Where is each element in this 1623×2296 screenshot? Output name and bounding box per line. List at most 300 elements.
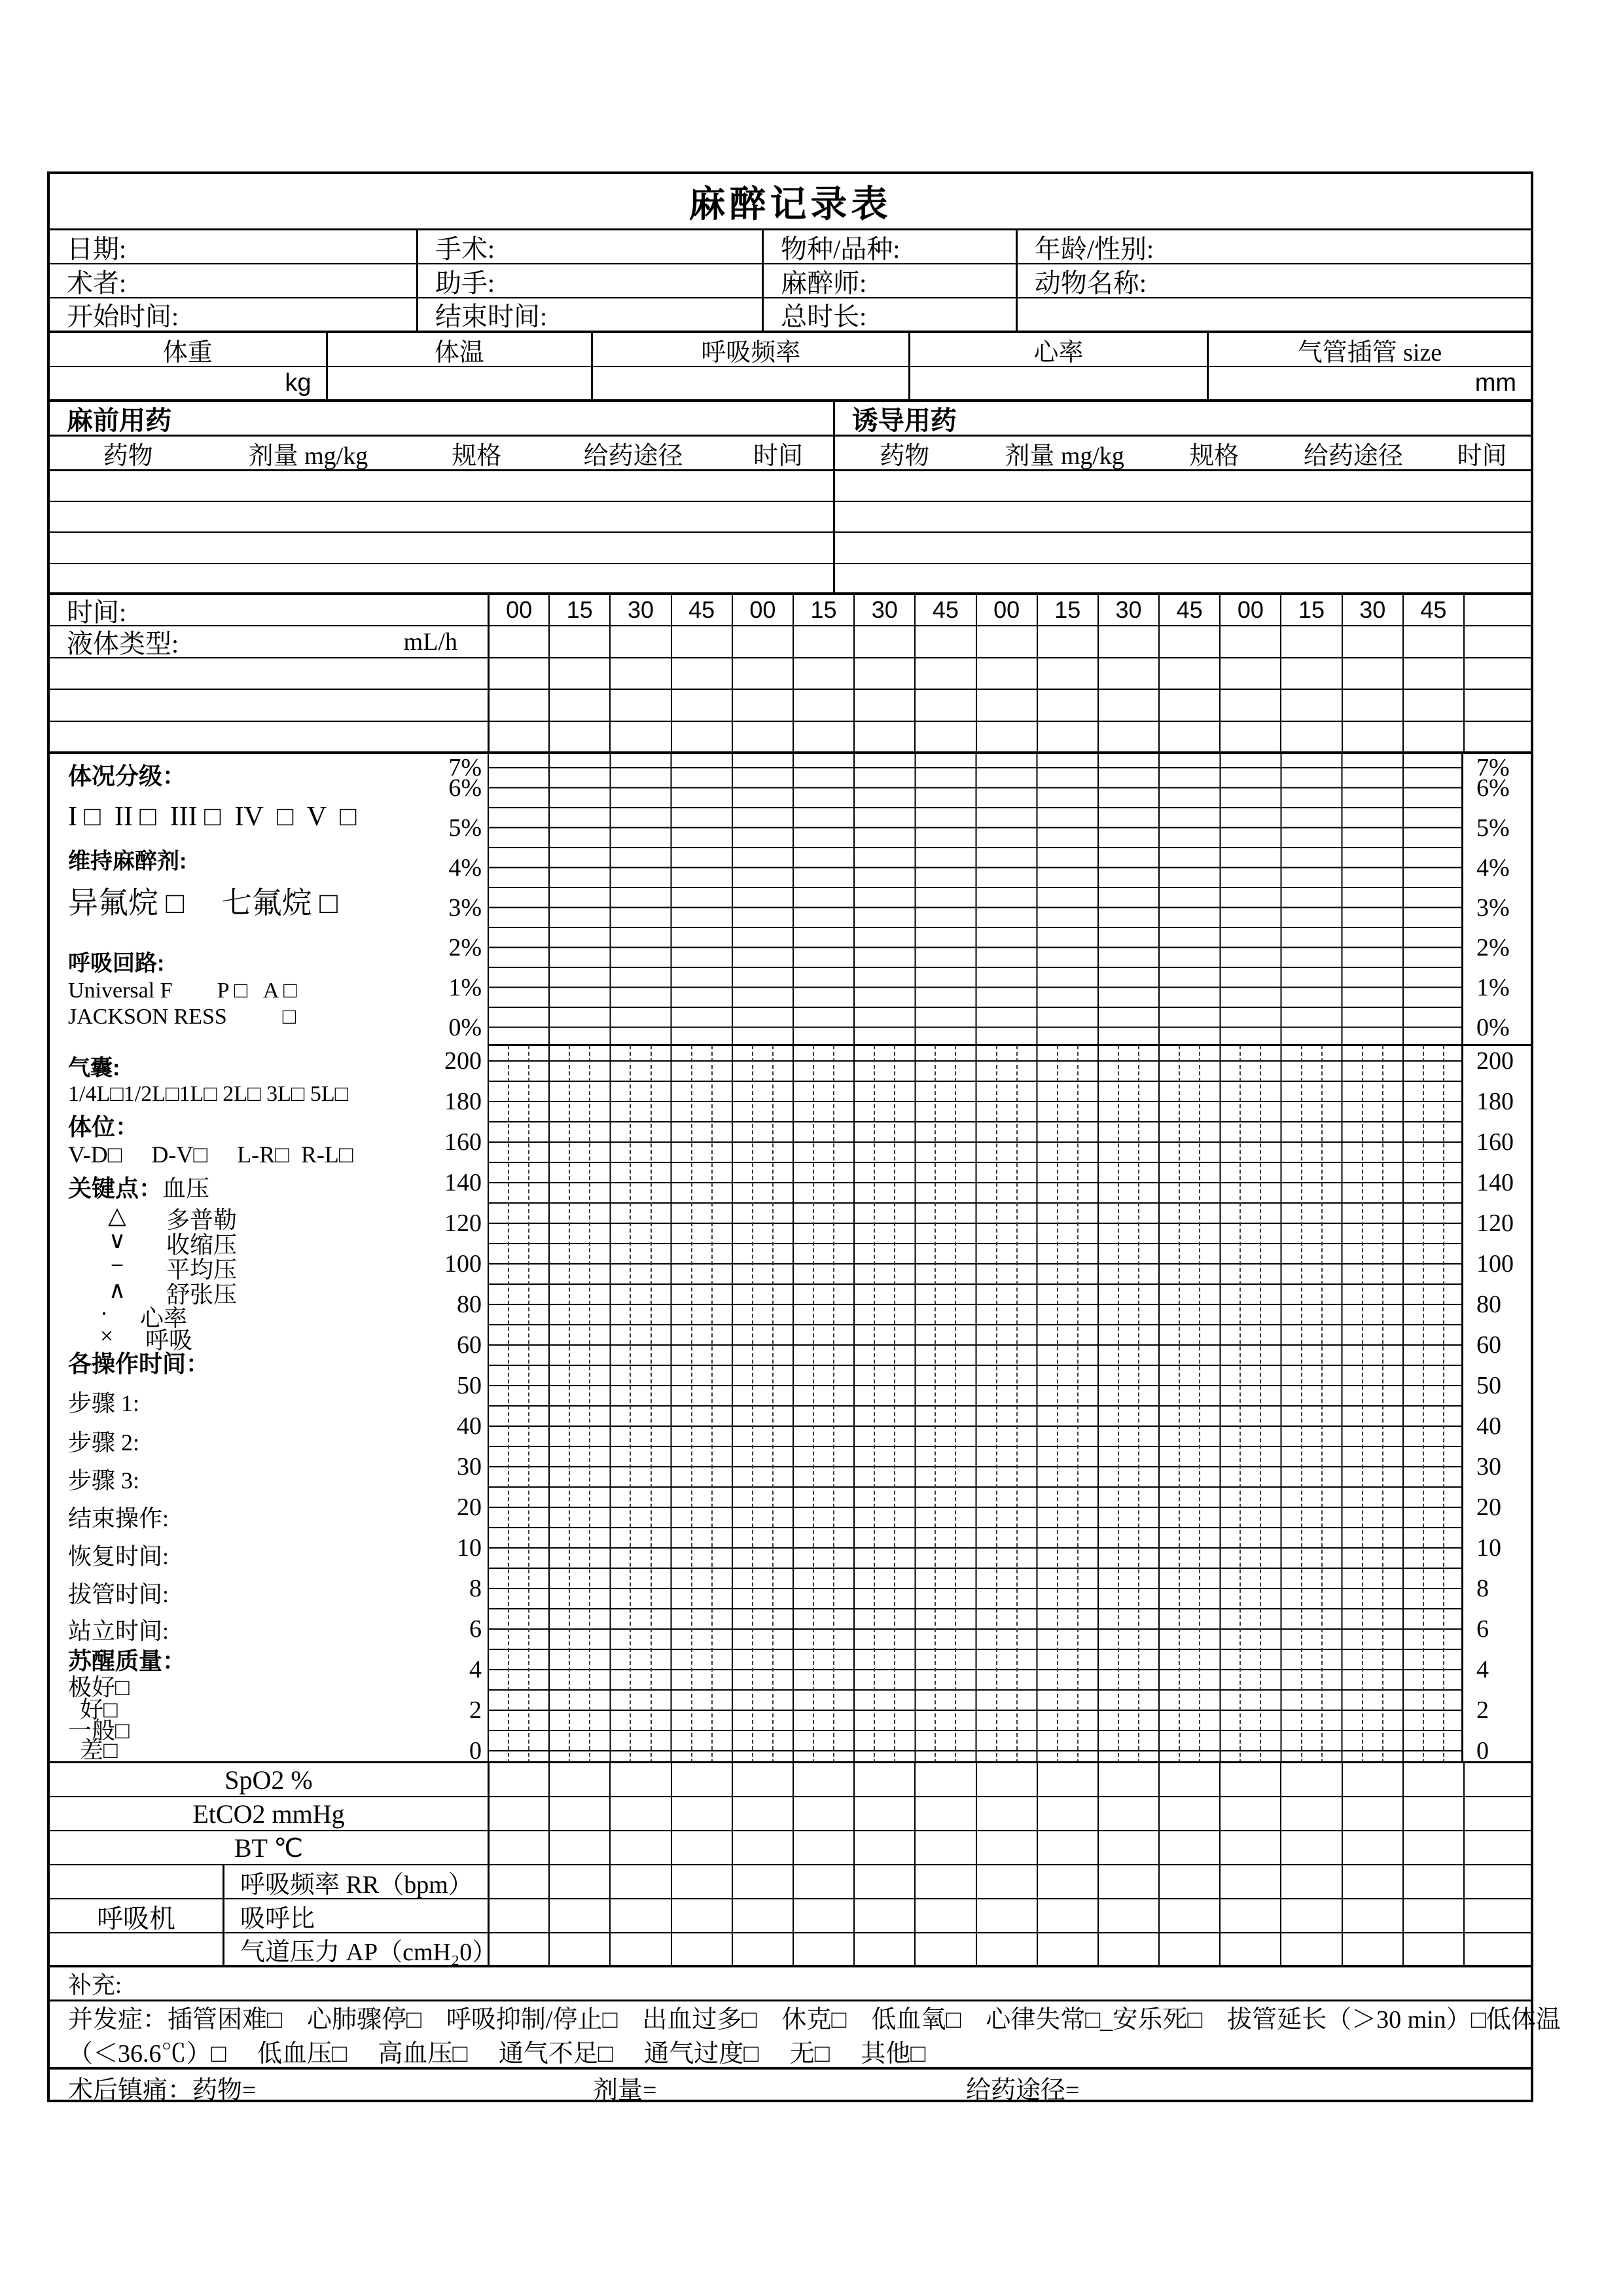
- vitals-chart-gridlines: [488, 1060, 1463, 1753]
- grid-cell[interactable]: [914, 1933, 975, 1965]
- dashed-gridline: [1118, 1045, 1119, 1763]
- fluid-label: [50, 626, 488, 657]
- anesthetist-field[interactable]: 麻醉师:: [762, 264, 1016, 297]
- grid-cell[interactable]: [1219, 1831, 1280, 1864]
- etco2-label: EtCO2 mmHg: [192, 1799, 345, 1829]
- grid-cell[interactable]: [853, 1865, 914, 1898]
- fluid-extra-row[interactable]: [50, 690, 1531, 722]
- grid-cell[interactable]: [548, 690, 609, 721]
- grid-cell[interactable]: [548, 1933, 609, 1965]
- grid-cell[interactable]: [1342, 1865, 1402, 1898]
- quality-label: 苏醒质量：: [68, 1647, 187, 1674]
- grid-cell[interactable]: [671, 1797, 732, 1830]
- grid-cell[interactable]: [1097, 1797, 1158, 1830]
- scale-label-right: 30: [1476, 1453, 1501, 1480]
- grid-cell[interactable]: [1463, 1797, 1531, 1830]
- ett-unit[interactable]: mm: [1207, 367, 1531, 399]
- weight-header: 体重: [162, 338, 213, 367]
- postop-drug-field[interactable]: 术后镇痛：药物=: [68, 2076, 257, 2104]
- grid-cell[interactable]: [853, 658, 914, 689]
- maintenance-label: 维持麻醉剂:: [68, 849, 187, 874]
- grid-cell[interactable]: [1158, 690, 1219, 721]
- scale-label-left: 140: [444, 1169, 482, 1196]
- chart-zone: [50, 754, 1531, 1763]
- grid-cell[interactable]: [1280, 1831, 1341, 1864]
- grid-cell[interactable]: [1402, 722, 1463, 751]
- grid-cell[interactable]: [488, 690, 548, 721]
- chevron-up-icon: ∧: [108, 1277, 126, 1303]
- time-ticks[interactable]: [488, 595, 1531, 625]
- circuit-jackson-rees[interactable]: JACKSON RESS □: [68, 1005, 296, 1029]
- grid-cell[interactable]: [1037, 690, 1097, 721]
- legend-mean: − 平均压: [68, 1251, 237, 1285]
- vent-ap-cells[interactable]: [488, 1933, 1531, 1965]
- grid-cell[interactable]: [1158, 1831, 1219, 1864]
- grid-cell[interactable]: [976, 722, 1037, 751]
- grid-cell[interactable]: [1037, 1797, 1097, 1830]
- animal-name-field[interactable]: 动物名称:: [1016, 264, 1531, 297]
- fluid-extra-row[interactable]: [50, 722, 1531, 754]
- col-route: 给药途径: [1303, 442, 1403, 470]
- temperature-value-cell[interactable]: [326, 367, 592, 399]
- grid-cell[interactable]: [1342, 1933, 1402, 1965]
- time-tick-cell[interactable]: 00: [976, 595, 1037, 625]
- grid-cell[interactable]: [793, 690, 853, 721]
- grid-cell[interactable]: [1280, 626, 1341, 657]
- scale-label-left: 0%: [448, 1013, 482, 1041]
- dashed-gridline: [691, 1045, 692, 1763]
- time-tick-cell[interactable]: 15: [1037, 595, 1097, 625]
- grid-cell[interactable]: [609, 722, 670, 751]
- grid-cell[interactable]: [488, 1763, 548, 1796]
- grid-cell[interactable]: [1219, 1933, 1280, 1965]
- grid-cell[interactable]: [1402, 1831, 1463, 1864]
- drug-subheader-row: [50, 437, 1531, 471]
- time-tick-cell[interactable]: 00: [488, 595, 548, 625]
- grid-cell[interactable]: [1463, 1899, 1531, 1932]
- scale-label-left: 60: [457, 1331, 482, 1359]
- grid-cell[interactable]: [1342, 690, 1402, 721]
- postop-dose-field[interactable]: 剂量=: [593, 2076, 657, 2104]
- grid-cell[interactable]: [548, 1831, 609, 1864]
- grid-cell[interactable]: [1402, 1933, 1463, 1965]
- grid-cell[interactable]: [1158, 722, 1219, 751]
- grid-cell[interactable]: [1463, 690, 1531, 721]
- time-tick-cell[interactable]: 00: [732, 595, 793, 625]
- grid-cell[interactable]: [732, 1797, 793, 1830]
- grid-cell[interactable]: [1097, 722, 1158, 751]
- grid-cell[interactable]: [548, 722, 609, 751]
- grid-cell[interactable]: [732, 626, 793, 657]
- step2-field[interactable]: 步骤 2:: [68, 1429, 140, 1456]
- chevron-down-icon: ∨: [108, 1227, 126, 1253]
- grid-cell[interactable]: [671, 1865, 732, 1898]
- grid-cell[interactable]: [793, 1933, 853, 1965]
- grid-cell[interactable]: [732, 1831, 793, 1864]
- drug-row[interactable]: [50, 533, 1531, 564]
- time-tick-cell[interactable]: 15: [548, 595, 609, 625]
- grid-cell[interactable]: [793, 722, 853, 751]
- drug-row[interactable]: [50, 502, 1531, 533]
- complications-line2[interactable]: （＜36.6℃）□ 低血压□ 高血压□ 通气不足□ 通气过度□ 无□ 其他□: [68, 2040, 926, 2068]
- dashed-gridline: [1057, 1045, 1058, 1763]
- age-sex-field[interactable]: 年龄/性别:: [1016, 230, 1531, 263]
- grid-cell[interactable]: [609, 1797, 670, 1830]
- fluid-cells[interactable]: [488, 626, 1531, 657]
- dashed-gridline: [752, 1045, 753, 1763]
- dashed-gridline: [1260, 1045, 1261, 1763]
- time-tick-cell[interactable]: 30: [1342, 595, 1402, 625]
- grid-cell[interactable]: [793, 1865, 853, 1898]
- grid-cell[interactable]: [793, 1763, 853, 1796]
- grid-cell[interactable]: [732, 1865, 793, 1898]
- grid-cell[interactable]: [732, 690, 793, 721]
- grid-cell[interactable]: [793, 1797, 853, 1830]
- quality-fair-checkbox[interactable]: 一般□: [68, 1717, 130, 1744]
- grid-cell[interactable]: [1097, 690, 1158, 721]
- grid-cell[interactable]: [1219, 658, 1280, 689]
- grid-cell[interactable]: [1037, 722, 1097, 751]
- grid-cell[interactable]: [1342, 1899, 1402, 1932]
- triangle-icon: △: [108, 1202, 126, 1229]
- grid-cell[interactable]: [671, 1831, 732, 1864]
- grid-cell[interactable]: [548, 1763, 609, 1796]
- grid-cell[interactable]: [732, 1763, 793, 1796]
- start-time-field[interactable]: 开始时间:: [67, 302, 179, 331]
- dashed-gridline: [1423, 1045, 1424, 1763]
- info-row-2: [50, 264, 1531, 298]
- step3-field[interactable]: 步骤 3:: [68, 1467, 140, 1494]
- grid-cell[interactable]: [1158, 1797, 1219, 1830]
- grid-cell[interactable]: [1219, 722, 1280, 751]
- time-tick-cell[interactable]: 00: [1219, 595, 1280, 625]
- fluid-type-label[interactable]: 液体类型:: [67, 629, 179, 658]
- dashed-gridline: [874, 1045, 875, 1763]
- grid-cell[interactable]: [488, 1865, 548, 1898]
- bt-cells[interactable]: [488, 1831, 1531, 1864]
- grid-cell[interactable]: [976, 1933, 1037, 1965]
- grid-cell[interactable]: [548, 1899, 609, 1932]
- dashed-gridline: [1138, 1045, 1139, 1763]
- grid-cell[interactable]: [1158, 658, 1219, 689]
- dashed-gridline: [711, 1045, 713, 1763]
- grid-cell[interactable]: [1280, 1899, 1341, 1932]
- grid-cell[interactable]: [1219, 690, 1280, 721]
- vent-ratio-label: 吸呼比: [240, 1905, 315, 1933]
- recovery-time-field[interactable]: 恢复时间:: [68, 1543, 169, 1570]
- grid-cell[interactable]: [1158, 1763, 1219, 1796]
- grid-cell[interactable]: [1342, 1797, 1402, 1830]
- grid-cell[interactable]: [1402, 690, 1463, 721]
- grid-cell[interactable]: [1463, 1831, 1531, 1864]
- grid-cell[interactable]: [1097, 1763, 1158, 1796]
- grid-cell[interactable]: [914, 1797, 975, 1830]
- grid-cell[interactable]: [488, 1933, 548, 1965]
- grid-cell[interactable]: [671, 1899, 732, 1932]
- dashed-gridline: [1199, 1045, 1200, 1763]
- position-options[interactable]: V-D□ D-V□ L-R□ R-L□: [68, 1141, 353, 1168]
- grid-cell[interactable]: [1402, 1899, 1463, 1932]
- dashed-gridline: [589, 1045, 590, 1763]
- grid-cell[interactable]: [488, 1797, 548, 1830]
- grid-cell[interactable]: [1342, 1763, 1402, 1796]
- end-op-field[interactable]: 结束操作:: [68, 1505, 169, 1532]
- grid-cell[interactable]: [1280, 1797, 1341, 1830]
- grid-cell[interactable]: [853, 1763, 914, 1796]
- time-tick-cell[interactable]: 45: [914, 595, 975, 625]
- grid-cell[interactable]: [1463, 626, 1531, 657]
- surgery-field[interactable]: 手术:: [416, 230, 762, 263]
- grid-cell[interactable]: [914, 658, 975, 689]
- spo2-cells[interactable]: [488, 1763, 1531, 1796]
- vent-ratio-cells[interactable]: [488, 1899, 1531, 1932]
- grid-cell[interactable]: [1097, 626, 1158, 657]
- grid-cell[interactable]: [976, 1865, 1037, 1898]
- grid-cell[interactable]: [671, 690, 732, 721]
- grid-cell[interactable]: [793, 658, 853, 689]
- grid-cell[interactable]: [793, 1899, 853, 1932]
- grid-cell[interactable]: [1219, 1865, 1280, 1898]
- grid-cell[interactable]: [914, 722, 975, 751]
- grid-cell[interactable]: [548, 626, 609, 657]
- grid-cell[interactable]: [1463, 1763, 1531, 1796]
- complications-line1[interactable]: 并发症：插管困难□ 心肺骤停□ 呼吸抑制/停止□ 出血过多□ 休克□ 低血氧□ 心律失常□_安乐死□ 拔管延长（＞30 min）□低体温: [68, 2006, 1561, 2034]
- grid-cell[interactable]: [1097, 658, 1158, 689]
- scale-label-right: 80: [1476, 1291, 1501, 1318]
- grid-cell[interactable]: [976, 658, 1037, 689]
- grid-cell[interactable]: [793, 1831, 853, 1864]
- grid-cell[interactable]: [1037, 1831, 1097, 1864]
- postop-route-field[interactable]: 给药途径=: [966, 2076, 1080, 2104]
- grid-cell[interactable]: [976, 1899, 1037, 1932]
- scale-label-right: 180: [1476, 1088, 1514, 1115]
- scale-label-right: 50: [1476, 1372, 1501, 1399]
- grid-cell[interactable]: [914, 690, 975, 721]
- scale-label-left: 30: [457, 1453, 482, 1480]
- grid-cell[interactable]: [732, 722, 793, 751]
- end-time-field[interactable]: 结束时间:: [416, 298, 762, 331]
- grid-cell[interactable]: [488, 626, 548, 657]
- grid-cell[interactable]: [488, 1899, 548, 1932]
- grid-cell[interactable]: [1158, 1899, 1219, 1932]
- scale-label-right: 3%: [1476, 893, 1510, 922]
- circuit-label: 呼吸回路:: [68, 951, 165, 976]
- grid-cell[interactable]: [1037, 1763, 1097, 1796]
- supplement-field[interactable]: 补充:: [50, 1967, 1531, 2001]
- vitals-value-row: [50, 367, 1531, 402]
- dashed-gridline: [1016, 1045, 1018, 1763]
- time-tick-cell[interactable]: 45: [1158, 595, 1219, 625]
- grid-cell[interactable]: [1219, 626, 1280, 657]
- grid-cell[interactable]: [1463, 1933, 1531, 1965]
- grid-cell[interactable]: [548, 1865, 609, 1898]
- dashed-gridline: [813, 1045, 814, 1763]
- grid-cell[interactable]: [1097, 1865, 1158, 1898]
- dashed-gridline: [1382, 1045, 1383, 1763]
- grid-cell[interactable]: [671, 1933, 732, 1965]
- grid-cell[interactable]: [671, 1763, 732, 1796]
- grid-cell[interactable]: [1097, 1831, 1158, 1864]
- total-duration-field[interactable]: 总时长:: [762, 298, 1016, 331]
- grid-cell[interactable]: [1037, 1933, 1097, 1965]
- quality-excellent-checkbox[interactable]: 极好□: [68, 1674, 130, 1700]
- grid-cell[interactable]: [1280, 690, 1341, 721]
- grid-cell[interactable]: [1342, 658, 1402, 689]
- grid-cell[interactable]: [1402, 658, 1463, 689]
- maintenance-options[interactable]: 异氟烷 □ 七氟烷 □: [68, 886, 338, 920]
- grid-cell[interactable]: [1402, 1763, 1463, 1796]
- grid-cell[interactable]: [853, 690, 914, 721]
- grid-cell[interactable]: [1158, 626, 1219, 657]
- grid-cell[interactable]: [1463, 658, 1531, 689]
- circuit-universal-f[interactable]: Universal F P □ A □: [68, 978, 297, 1003]
- grid-cell[interactable]: [1342, 626, 1402, 657]
- grid-cell[interactable]: [853, 1831, 914, 1864]
- time-tick-cell[interactable]: [1463, 595, 1531, 625]
- fluid-extra-row[interactable]: [50, 658, 1531, 690]
- etco2-cells[interactable]: [488, 1797, 1531, 1830]
- grid-cell[interactable]: [1463, 1865, 1531, 1898]
- scale-label-right: 6%: [1476, 774, 1510, 802]
- grid-cell[interactable]: [609, 1865, 670, 1898]
- grid-cell[interactable]: [1219, 1899, 1280, 1932]
- grid-cell[interactable]: [1158, 1865, 1219, 1898]
- info-empty-cell: [1016, 298, 1531, 331]
- grid-cell[interactable]: [1097, 1933, 1158, 1965]
- grid-cell[interactable]: [732, 1899, 793, 1932]
- grid-cell[interactable]: [1342, 722, 1402, 751]
- grid-cell[interactable]: [548, 1797, 609, 1830]
- grid-cell[interactable]: [609, 1933, 670, 1965]
- grid-cell[interactable]: [976, 1763, 1037, 1796]
- grid-cell[interactable]: [853, 722, 914, 751]
- dashed-gridline: [630, 1045, 631, 1763]
- grid-cell[interactable]: [609, 1831, 670, 1864]
- time-tick-cell[interactable]: 30: [609, 595, 670, 625]
- grid-cell[interactable]: [1280, 658, 1341, 689]
- heart-rate-value-cell[interactable]: [908, 367, 1206, 399]
- scale-label-right: 10: [1476, 1534, 1501, 1562]
- grid-cell[interactable]: [976, 626, 1037, 657]
- scale-label-left: 2: [469, 1696, 482, 1724]
- dashed-gridline: [1179, 1045, 1180, 1763]
- vent-rr-cells[interactable]: [488, 1865, 1531, 1898]
- grid-cell[interactable]: [1463, 722, 1531, 751]
- grid-cell[interactable]: [671, 626, 732, 657]
- grid-cell[interactable]: [914, 1865, 975, 1898]
- time-tick-cell[interactable]: 15: [793, 595, 853, 625]
- drug-row[interactable]: [50, 471, 1531, 502]
- time-tick-cell[interactable]: 30: [1097, 595, 1158, 625]
- x-icon: ×: [99, 1323, 114, 1349]
- grid-cell[interactable]: [1219, 1763, 1280, 1796]
- resp-rate-value-cell[interactable]: [591, 367, 908, 399]
- scale-label-right: 20: [1476, 1494, 1501, 1521]
- grid-cell[interactable]: [976, 1831, 1037, 1864]
- drug-row[interactable]: [50, 564, 1531, 595]
- grid-cell[interactable]: [853, 1933, 914, 1965]
- grid-cell[interactable]: [1037, 1865, 1097, 1898]
- grid-cell[interactable]: [609, 658, 670, 689]
- extubation-time-field[interactable]: 拔管时间:: [68, 1581, 169, 1607]
- grid-cell[interactable]: [1402, 1865, 1463, 1898]
- grid-cell[interactable]: [1158, 1933, 1219, 1965]
- species-field[interactable]: 物种/品种:: [762, 230, 1016, 263]
- bag-options[interactable]: 1/4L□1/2L□1L□ 2L□ 3L□ 5L□: [68, 1082, 349, 1106]
- grid-cell[interactable]: [609, 626, 670, 657]
- grid-cell[interactable]: [732, 1933, 793, 1965]
- grid-cell[interactable]: [793, 626, 853, 657]
- grid-cell[interactable]: [976, 690, 1037, 721]
- grid-cell[interactable]: [609, 1763, 670, 1796]
- grid-cell[interactable]: [1219, 1797, 1280, 1830]
- assistant-field[interactable]: 助手:: [416, 264, 762, 297]
- grid-cell[interactable]: [488, 722, 548, 751]
- grid-cell[interactable]: [671, 722, 732, 751]
- grid-cell[interactable]: [853, 1797, 914, 1830]
- grid-cell[interactable]: [1037, 658, 1097, 689]
- scale-label-left: 10: [457, 1534, 482, 1562]
- col-time: 时间: [1457, 442, 1507, 470]
- grid-cell[interactable]: [1280, 722, 1341, 751]
- chart-section-divider: [488, 1044, 1531, 1046]
- grid-cell[interactable]: [1097, 1899, 1158, 1932]
- grid-cell[interactable]: [671, 658, 732, 689]
- grid-cell[interactable]: [853, 1899, 914, 1932]
- grid-cell[interactable]: [914, 626, 975, 657]
- asa-options[interactable]: I □ II □ III □ IV □ V □: [68, 802, 357, 832]
- grid-cell[interactable]: [914, 1899, 975, 1932]
- standing-time-field[interactable]: 站立时间:: [68, 1618, 169, 1644]
- grid-cell[interactable]: [1280, 1763, 1341, 1796]
- scale-label-right: 60: [1476, 1331, 1501, 1359]
- grid-cell[interactable]: [1037, 1899, 1097, 1932]
- surgeon-field[interactable]: 术者:: [67, 268, 127, 298]
- grid-cell[interactable]: [488, 1831, 548, 1864]
- time-tick-cell[interactable]: 30: [853, 595, 914, 625]
- grid-cell[interactable]: [1280, 1933, 1341, 1965]
- grid-cell[interactable]: [1402, 1797, 1463, 1830]
- quality-poor-checkbox[interactable]: 差□: [68, 1737, 118, 1763]
- grid-cell[interactable]: [976, 1797, 1037, 1830]
- col-spec: 规格: [452, 442, 502, 470]
- grid-cell[interactable]: [609, 690, 670, 721]
- grid-cell[interactable]: [1037, 626, 1097, 657]
- grid-cell[interactable]: [548, 658, 609, 689]
- grid-cell[interactable]: [488, 658, 548, 689]
- grid-cell[interactable]: [732, 658, 793, 689]
- grid-cell[interactable]: [914, 1763, 975, 1796]
- time-tick-cell[interactable]: 45: [1402, 595, 1463, 625]
- step1-field[interactable]: 步骤 1:: [68, 1390, 140, 1416]
- quality-good-checkbox[interactable]: 好□: [68, 1696, 118, 1723]
- grid-cell[interactable]: [1342, 1831, 1402, 1864]
- scale-label-right: 140: [1476, 1169, 1514, 1196]
- grid-cell[interactable]: [609, 1899, 670, 1932]
- time-tick-cell[interactable]: 45: [671, 595, 732, 625]
- scale-label-right: 200: [1476, 1047, 1514, 1075]
- date-field[interactable]: 日期:: [67, 234, 127, 264]
- weight-unit[interactable]: kg: [285, 369, 312, 397]
- grid-cell[interactable]: [853, 626, 914, 657]
- grid-cell[interactable]: [1402, 626, 1463, 657]
- time-tick-cell[interactable]: 15: [1280, 595, 1341, 625]
- scale-label-right: 160: [1476, 1128, 1514, 1156]
- grid-cell[interactable]: [1280, 1865, 1341, 1898]
- col-spec: 规格: [1189, 442, 1240, 470]
- info-row-1: [50, 230, 1531, 264]
- grid-cell[interactable]: [914, 1831, 975, 1864]
